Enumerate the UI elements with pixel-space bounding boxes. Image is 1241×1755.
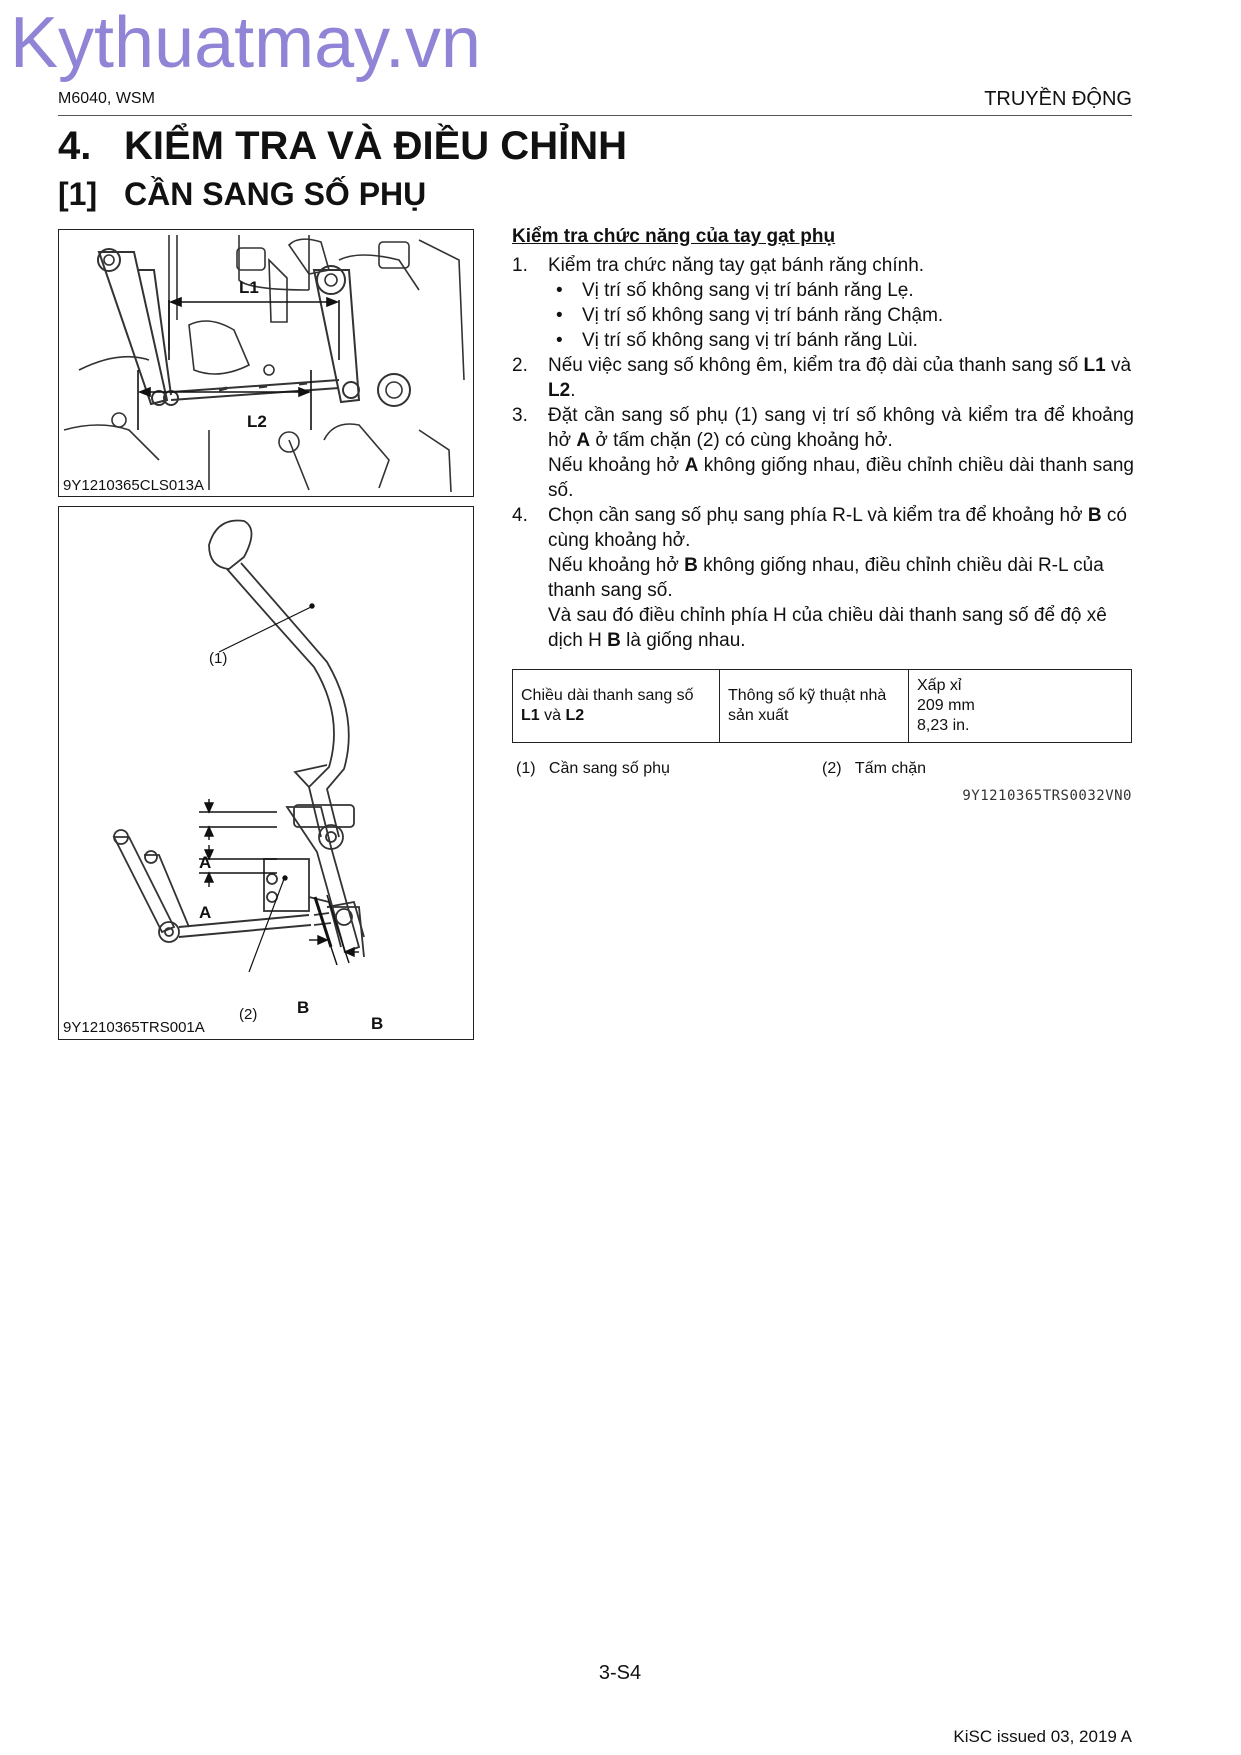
step-note [548,453,1134,503]
spec-item: Chiều dài thanh sang số [521,687,694,704]
step-number: 4. [512,505,528,526]
step-text: không giống nhau, điều chỉnh chiều dài R-L của thanh sang số. [548,555,1104,601]
subsection-heading [58,176,426,213]
bullet-item [512,328,1134,353]
step-note [548,603,1134,653]
subsection-title: CẦN SANG SỐ PHỤ [124,176,427,212]
term-a: A [684,455,699,476]
legend-text: Cần sang số phụ [548,760,670,777]
section-heading [58,124,627,169]
label-l2: L2 [247,412,267,431]
legend-number: (1) [516,760,536,777]
bullet-text: Vị trí số không sang vị trí bánh răng Lùi. [582,330,918,351]
page-number: 3-S4 [598,1662,642,1684]
term-l2: L2 [565,707,585,724]
legend-text: Tấm chặn [854,760,927,777]
term-b: B [607,630,621,651]
bullet-text: Vị trí số không sang vị trí bánh răng Chậm. [582,305,944,326]
bullet-mark: • [556,305,563,326]
watermark: Kythuatmay.vn [10,3,481,83]
procedure-title: Kiểm tra chức năng của tay gạt phụ [512,226,836,247]
step-text: Và sau đó điều chỉnh phía H của chiều dài thanh sang số để độ xê dịch H [548,605,1107,651]
spec-item-cell [513,670,720,743]
header-model: M6040, WSM [58,90,155,107]
spec-value-label: Xấp xỉ [917,677,962,694]
label-gap-a-bottom: A [199,903,212,922]
section-number: 4. [58,124,92,168]
spec-item-terms [521,706,711,726]
step-2 [512,353,1134,403]
reference-code: 9Y1210365TRS0032VN0 [962,788,1132,804]
bullet-mark: • [556,330,563,351]
label-gap-b-right: B [371,1014,384,1033]
label-stopper-2: (2) [239,1006,258,1023]
figure-shift-lever [58,506,474,1040]
header-chapter: TRUYỀN ĐỘNG [984,88,1132,110]
spec-value-cell [909,670,1132,743]
term-a: A [576,430,591,451]
step-note [548,553,1134,603]
step-text: và [1105,355,1132,376]
term-l1: L1 [1083,355,1106,376]
spec-type: Thông số kỹ thuật nhà sản xuất [720,670,909,743]
step-text: Chọn cần sang số phụ sang phía R-L và kiểm tra để khoảng hở [548,505,1088,526]
step-text: Đặt cần sang số phụ (1) sang vị trí số không và kiểm tra để khoảng hở [548,405,1134,451]
legend-item [822,760,926,778]
table-row [513,670,1132,743]
step-text: là giống nhau. [620,630,746,651]
bullet-item [512,303,1134,328]
step-text: Kiểm tra chức năng tay gạt bánh răng chính. [548,255,925,276]
label-gap-a-top: A [199,853,212,872]
step-number: 1. [512,255,528,276]
label-lever-1: (1) [209,650,228,667]
spec-value-in: 8,23 in. [917,717,970,734]
step-4 [512,503,1134,653]
legend-number: (2) [822,760,842,777]
label-l1: L1 [239,278,259,297]
bullet-text: Vị trí số không sang vị trí bánh răng Lẹ. [582,280,914,301]
linkage-illustration [59,230,473,496]
step-text: Nếu khoảng hở [548,455,685,476]
figure-code: 9Y1210365CLS013A [63,477,204,494]
step-number: 3. [512,405,528,426]
step-1 [512,253,1134,278]
step-text: có cùng khoảng hở. [548,505,1127,551]
legend-item [516,760,670,778]
step-text: . [570,380,576,401]
spec-value-mm: 209 mm [917,697,975,714]
issue-info: KiSC issued 03, 2019 A [953,1727,1132,1746]
shift-lever-illustration [59,507,473,1039]
term-l1: L1 [521,707,540,724]
figure-code: 9Y1210365TRS001A [63,1019,205,1036]
figure-linkage [58,229,474,497]
step-text: không giống nhau, điều chỉnh chiều dài thanh sang số. [548,455,1134,501]
step-text: Nếu việc sang số không êm, kiểm tra độ dài của thanh sang số [548,355,1084,376]
spec-item-and: và [539,707,566,724]
step-text: ở tấm chặn (2) có cùng khoảng hở. [590,430,893,451]
subsection-number: [1] [58,176,98,212]
section-title: KIỂM TRA VÀ ĐIỀU CHỈNH [124,124,627,168]
label-gap-b-left: B [297,998,310,1017]
step-text: Nếu khoảng hở [548,555,685,576]
step-number: 2. [512,355,528,376]
term-b: B [1087,505,1102,526]
header-rule [58,115,1132,116]
bullet-mark: • [556,280,563,301]
term-b: B [684,555,698,576]
step-3 [512,403,1134,503]
term-l2: L2 [548,380,571,401]
procedure [512,224,1134,653]
bullet-item [512,278,1134,303]
spec-table [512,669,1132,743]
